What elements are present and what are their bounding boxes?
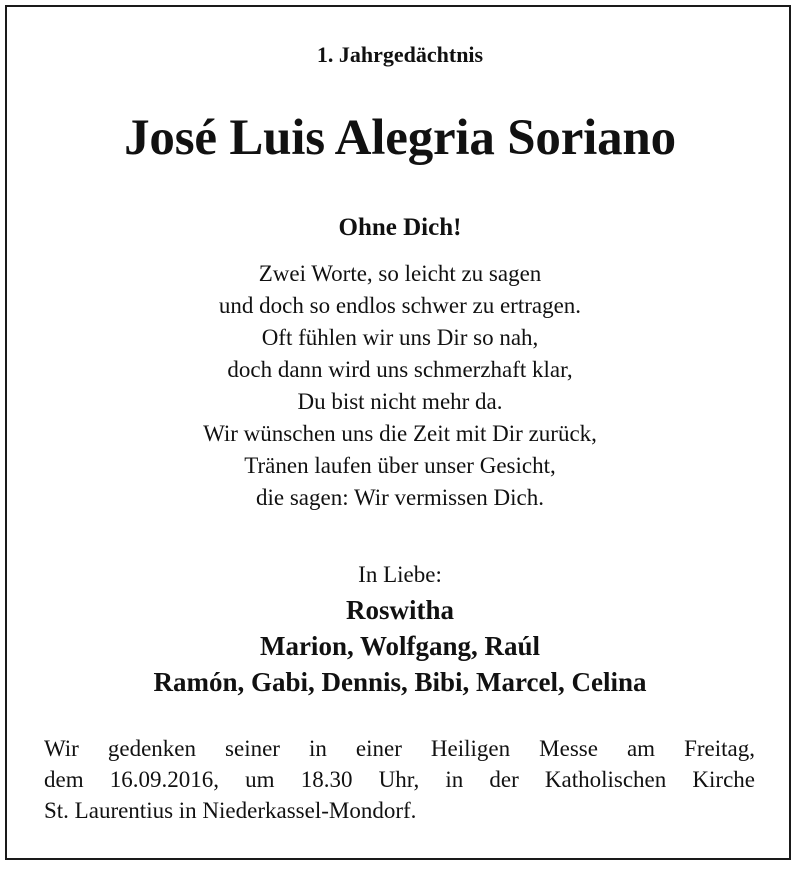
poem-line: Tränen laufen über unser Gesicht, — [244, 453, 556, 478]
poem-line: Oft fühlen wir uns Dir so nah, — [261, 325, 539, 350]
memorial-text — [44, 733, 755, 826]
memorial-line: St. Laurentius in Niederkassel-Mondorf. — [44, 798, 417, 823]
memorial-line: dem 16.09.2016, um 18.30 Uhr, in der Katholischen Kirche — [44, 767, 755, 792]
signer-line: Ramón, Gabi, Dennis, Bibi, Marcel, Celina — [153, 667, 647, 697]
poem-line: doch dann wird uns schmerzhaft klar, — [227, 357, 573, 382]
deceased-name: José Luis Alegria Soriano — [124, 110, 676, 166]
anniversary-heading: 1. Jahrgedächtnis — [316, 42, 484, 67]
signers — [0, 592, 800, 700]
poem-line: Wir wünschen uns die Zeit mit Dir zurück, — [203, 421, 597, 446]
poem-line: die sagen: Wir vermissen Dich. — [256, 485, 544, 510]
in-love-label: In Liebe: — [358, 562, 442, 587]
memorial-line: Wir gedenken seiner in einer Heiligen Messe am Freitag, — [44, 736, 755, 761]
poem-line: und doch so endlos schwer zu ertragen. — [218, 293, 582, 318]
poem-title: Ohne Dich! — [338, 214, 462, 241]
poem — [0, 258, 800, 514]
signer-line: Roswitha — [345, 595, 454, 625]
poem-line: Zwei Worte, so leicht zu sagen — [258, 261, 542, 286]
poem-line: Du bist nicht mehr da. — [297, 389, 503, 414]
signer-line: Marion, Wolfgang, Raúl — [259, 631, 541, 661]
